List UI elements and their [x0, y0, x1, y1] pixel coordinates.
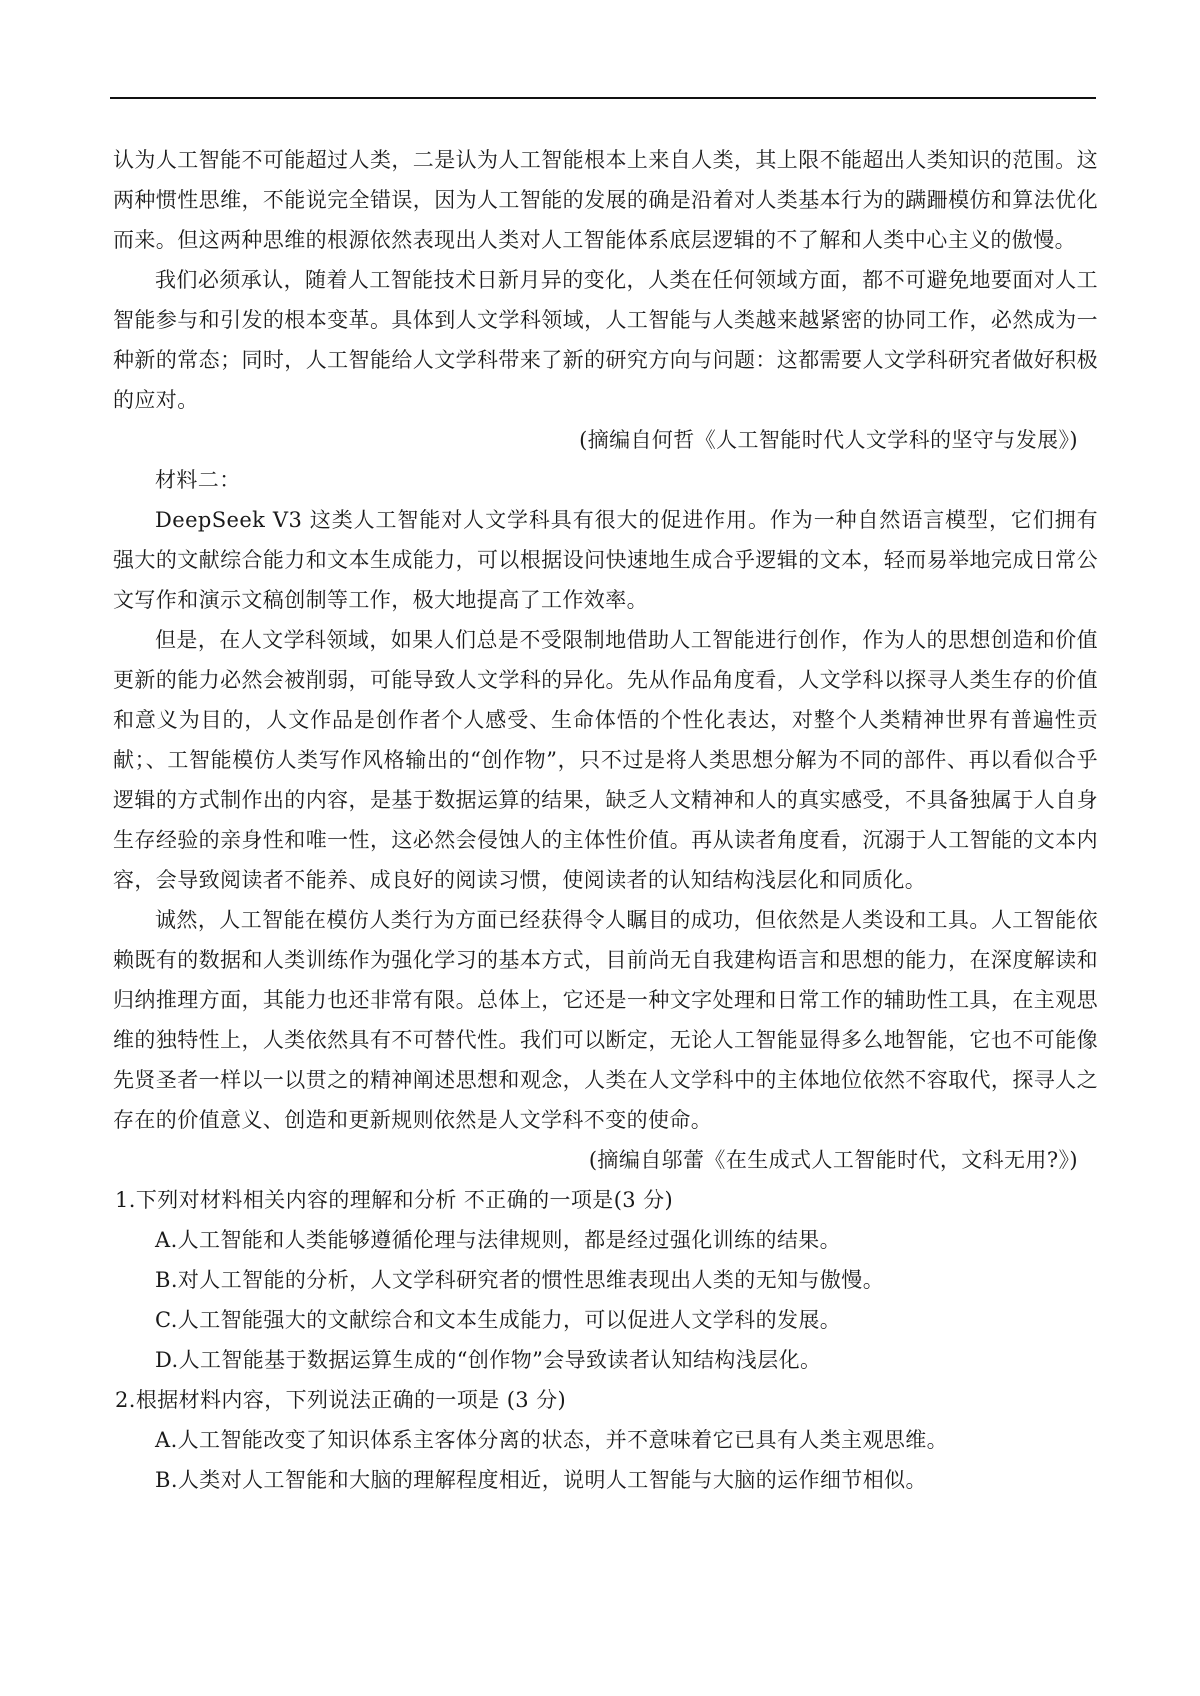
header-rule — [110, 97, 1096, 99]
option-b: B.人类对人工智能和大脑的理解程度相近，说明人工智能与大脑的运作细节相似。 — [155, 1468, 927, 1492]
option-d: D.人工智能基于数据运算生成的“创作物”会导致读者认知结构浅层化。 — [155, 1348, 822, 1372]
document-body — [113, 140, 1098, 1500]
material-two-heading: 材料二： — [155, 468, 241, 492]
material-two-source: (摘编自邬蕾《在生成式人工智能时代，文科无用?》) — [588, 1148, 1078, 1172]
question-stem: 1.下列对材料相关内容的理解和分析 不正确的一项是(3 分) — [115, 1188, 674, 1212]
material-one-paragraph: 认为人工智能不可能超过人类，二是认为人工智能根本上来自人类，其上限不能超出人类知识的范围。这两种惯性思维，不能说完全错误，因为人工智能的发展的确是沿着对人类基本行为的蹒跚模仿和算法优化而来。但这两种思维的根源依然表现出人类对人工智能体系底层逻辑的不了解和人类中心主义的傲慢。 — [113, 148, 1098, 252]
question-2 — [113, 1380, 1098, 1500]
material-one-paragraph: 我们必须承认，随着人工智能技术日新月异的变化，人类在任何领域方面，都不可避免地要面对人工智能参与和引发的根本变革。具体到人文学科领域，人工智能与人类越来越紧密的协同工作，必然成为一种新的常态；同时，人工智能给人文学科带来了新的研究方向与问题：这都需要人文学科研究者做好积极的应对。 — [113, 268, 1098, 412]
option-c: C.人工智能强大的文献综合和文本生成能力，可以促进人文学科的发展。 — [155, 1308, 842, 1332]
material-two-paragraph: 但是，在人文学科领域，如果人们总是不受限制地借助人工智能进行创作，作为人的思想创造和价值更新的能力必然会被削弱，可能导致人文学科的异化。先从作品角度看，人文学科以探寻人类生存的价值和意义为目的，人文作品是创作者个人感受、生命体悟的个性化表达，对整个人类精神世界有普遍性贡献；、工智能模仿人类写作风格输出的“创作物”，只不过是将人类思想分解为不同的部件、再以看似合乎逻辑的方式制作出的内容，是基于数据运算的结果，缺乏人文精神和人的真实感受，不具备独属于人自身生存经验的亲身性和唯一性，这必然会侵蚀人的主体性价值。再从读者角度看，沉溺于人工智能的文本内容，会导致阅读者不能养、成良好的阅读习惯，使阅读者的认知结构浅层化和同质化。 — [113, 628, 1098, 892]
option-a: A.人工智能和人类能够遵循伦理与法律规则，都是经过强化训练的结果。 — [155, 1228, 842, 1252]
option-b: B.对人工智能的分析，人文学科研究者的惯性思维表现出人类的无知与傲慢。 — [155, 1268, 885, 1292]
material-one-source: (摘编自何哲《人工智能时代人文学科的坚守与发展》) — [579, 428, 1078, 452]
question-stem: 2.根据材料内容，下列说法正确的一项是 (3 分) — [115, 1388, 567, 1412]
material-two-paragraph: 诚然，人工智能在模仿人类行为方面已经获得令人瞩目的成功，但依然是人类设和工具。人工智能依赖既有的数据和人类训练作为强化学习的基本方式，目前尚无自我建构语言和思想的能力，在深度解读和归纳推理方面，其能力也还非常有限。总体上，它还是一种文字处理和日常工作的辅助性工具，在主观思维的独特性上，人类依然具有不可替代性。我们可以断定，无论人工智能显得多么地智能，它也不可能像先贤圣者一样以一以贯之的精神阐述思想和观念，人类在人文学科中的主体地位依然不容取代，探寻人之存在的价值意义、创造和更新规则依然是人文学科不变的使命。 — [113, 908, 1098, 1132]
option-a: A.人工智能改变了知识体系主客体分离的状态，并不意味着它已具有人类主观思维。 — [155, 1428, 949, 1452]
material-two-paragraph: DeepSeek V3 这类人工智能对人文学科具有很大的促进作用。作为一种自然语言模型，它们拥有强大的文献综合能力和文本生成能力，可以根据设问快速地生成合乎逻辑的文本，轻而易举地完成日常公文写作和演示文稿创制等工作，极大地提高了工作效率。 — [113, 508, 1098, 612]
question-1 — [113, 1180, 1098, 1380]
